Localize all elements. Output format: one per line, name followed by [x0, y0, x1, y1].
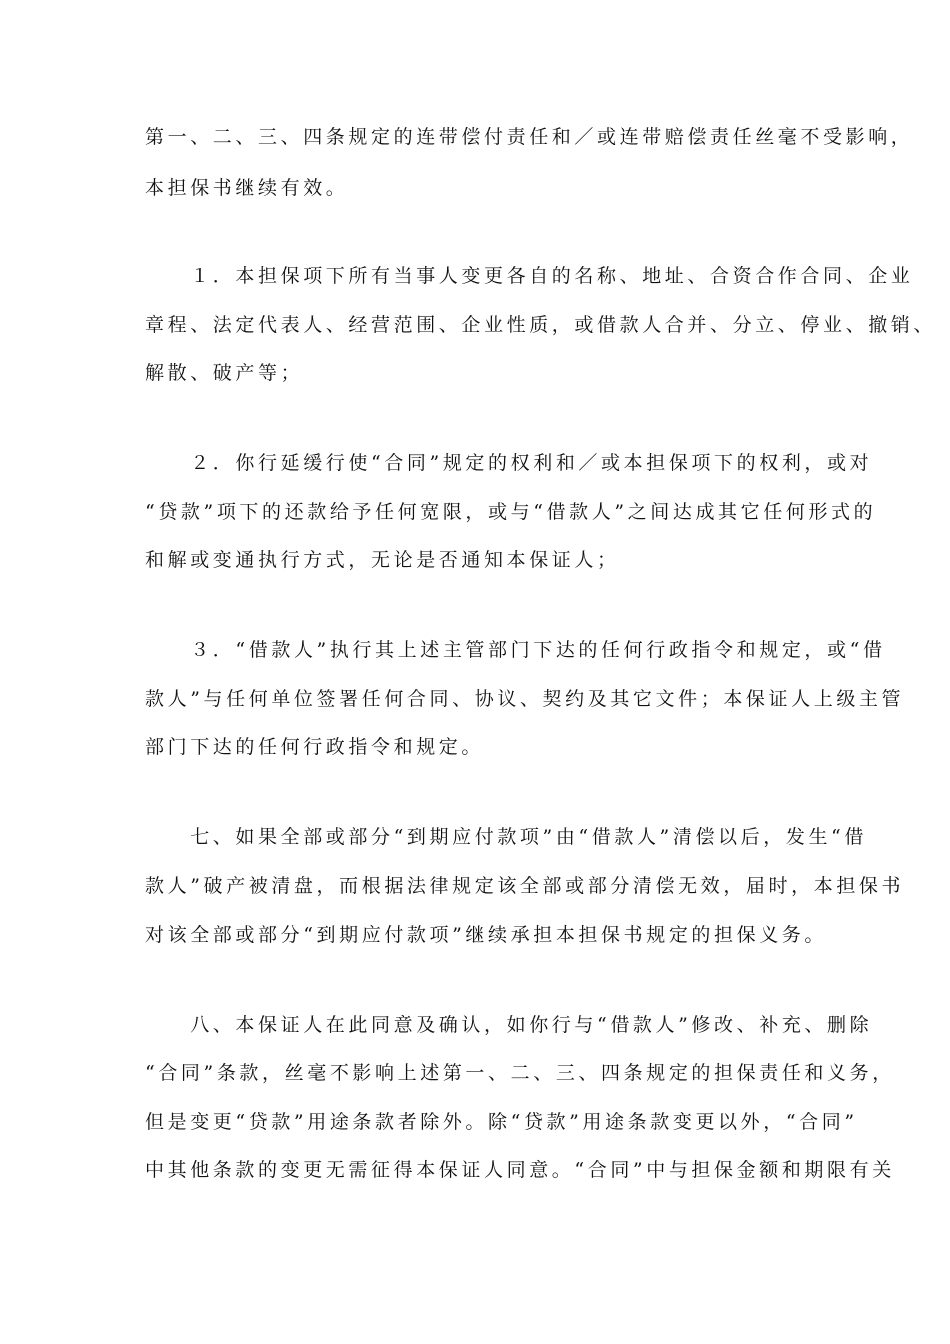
text-line: “贷款”项下的还款给予任何宽限，或与“借款人”之间达成其它任何形式的: [145, 501, 877, 523]
text-line: 解散、破产等；: [145, 362, 304, 384]
text-line: 对该全部或部分“到期应付款项”继续承担本担保书规定的担保义务。: [145, 924, 828, 946]
text-line: 和解或变通执行方式，无论是否通知本保证人；: [145, 549, 620, 571]
text-line: 本担保书继续有效。: [145, 177, 349, 199]
text-line: 中其他条款的变更无需征得本保证人同意。“合同”中与担保金额和期限有关: [145, 1159, 895, 1181]
text-line: 七、如果全部或部分“到期应付款项”由“借款人”清偿以后，发生“借: [145, 826, 867, 848]
text-line: 章程、法定代表人、经营范围、企业性质，或借款人合并、分立、停业、撤销、: [145, 314, 937, 336]
text-line: “合同”条款，丝毫不影响上述第一、二、三、四条规定的担保责任和义务，: [145, 1062, 895, 1084]
text-line: 但是变更“贷款”用途条款者除外。除“贷款”用途条款变更以外，“合同”: [145, 1111, 858, 1133]
text-line: ２．你行延缓行使“合同”规定的权利和／或本担保项下的权利，或对: [145, 452, 873, 474]
text-line: １．本担保项下所有当事人变更各自的名称、地址、合资合作合同、企业: [145, 265, 914, 287]
text-line: 八、本保证人在此同意及确认，如你行与“借款人”修改、补充、删除: [145, 1014, 873, 1036]
text-line: ３．“借款人”执行其上述主管部门下达的任何行政指令和规定，或“借: [145, 639, 886, 661]
text-line: 款人”与任何单位签署任何合同、协议、契约及其它文件；本保证人上级主管: [145, 688, 905, 710]
text-line: 第一、二、三、四条规定的连带偿付责任和／或连带赔偿责任丝毫不受影响，: [145, 126, 914, 148]
text-line: 部门下达的任何行政指令和规定。: [145, 736, 485, 758]
text-line: 款人”破产被清盘，而根据法律规定该全部或部分清偿无效，届时，本担保书: [145, 875, 905, 897]
